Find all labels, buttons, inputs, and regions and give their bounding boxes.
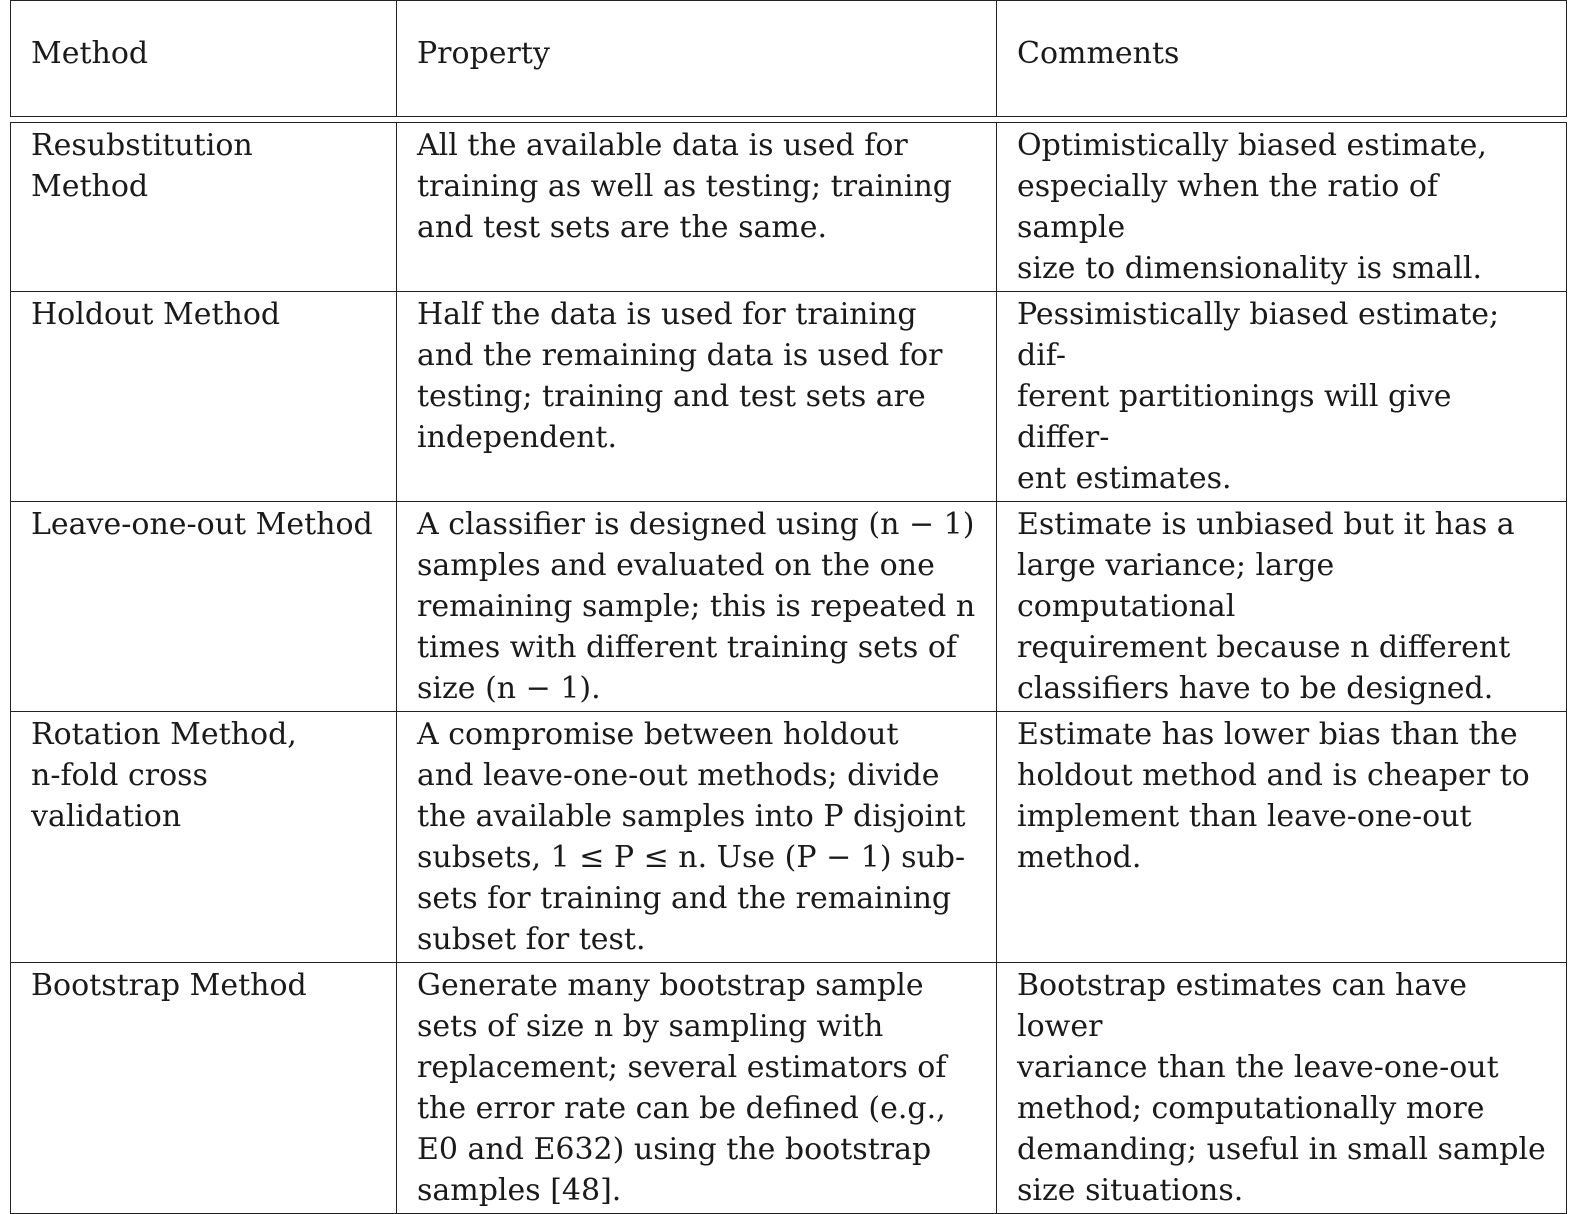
property-cell: A compromise between holdout and leave-one-out methods; divide the available samples into P disjoint subsets, 1 ≤ P ≤ n. Use (P − 1) sub- sets for training and the remaining subset for test. [397,712,997,963]
comments-cell: Estimate has lower bias than the holdout method and is cheaper to implement than leave-one-out method. [997,712,1567,963]
property-cell: A classifier is designed using (n − 1) samples and evaluated on the one remaining sample; this is repeated n times with different training sets of size (n − 1). [397,502,997,712]
method-cell: Leave-one-out Method [11,502,397,712]
header-property: Property [397,1,997,117]
header-comments: Comments [997,1,1567,117]
comments-cell: Optimistically biased estimate, especially when the ratio of sample size to dimensionality is small. [997,123,1567,292]
property-cell: All the available data is used for training as well as testing; training and test sets are the same. [397,123,997,292]
header-method: Method [11,1,397,117]
table-row [11,502,1567,712]
comments-cell: Pessimistically biased estimate; dif- ferent partitionings will give differ- ent estimates. [997,292,1567,502]
comments-cell: Bootstrap estimates can have lower variance than the leave-one-out method; computationally more demanding; useful in small sample size situations. [997,963,1567,1214]
table-row [11,292,1567,502]
comments-cell: Estimate is unbiased but it has a large variance; large computational requirement because n different classifiers have to be designed. [997,502,1567,712]
table-row [11,123,1567,292]
method-cell: Resubstitution Method [11,123,397,292]
header-row [11,1,1567,117]
methods-table-container [10,0,1566,1214]
method-cell: Holdout Method [11,292,397,502]
table-row [11,712,1567,963]
method-cell: Rotation Method, n-fold cross validation [11,712,397,963]
property-cell: Generate many bootstrap sample sets of size n by sampling with replacement; several estimators of the error rate can be defined (e.g., E0 and E632) using the bootstrap samples [48]. [397,963,997,1214]
property-cell: Half the data is used for training and the remaining data is used for testing; training and test sets are independent. [397,292,997,502]
error-estimation-methods-table [10,0,1567,1214]
table-row [11,963,1567,1214]
method-cell: Bootstrap Method [11,963,397,1214]
